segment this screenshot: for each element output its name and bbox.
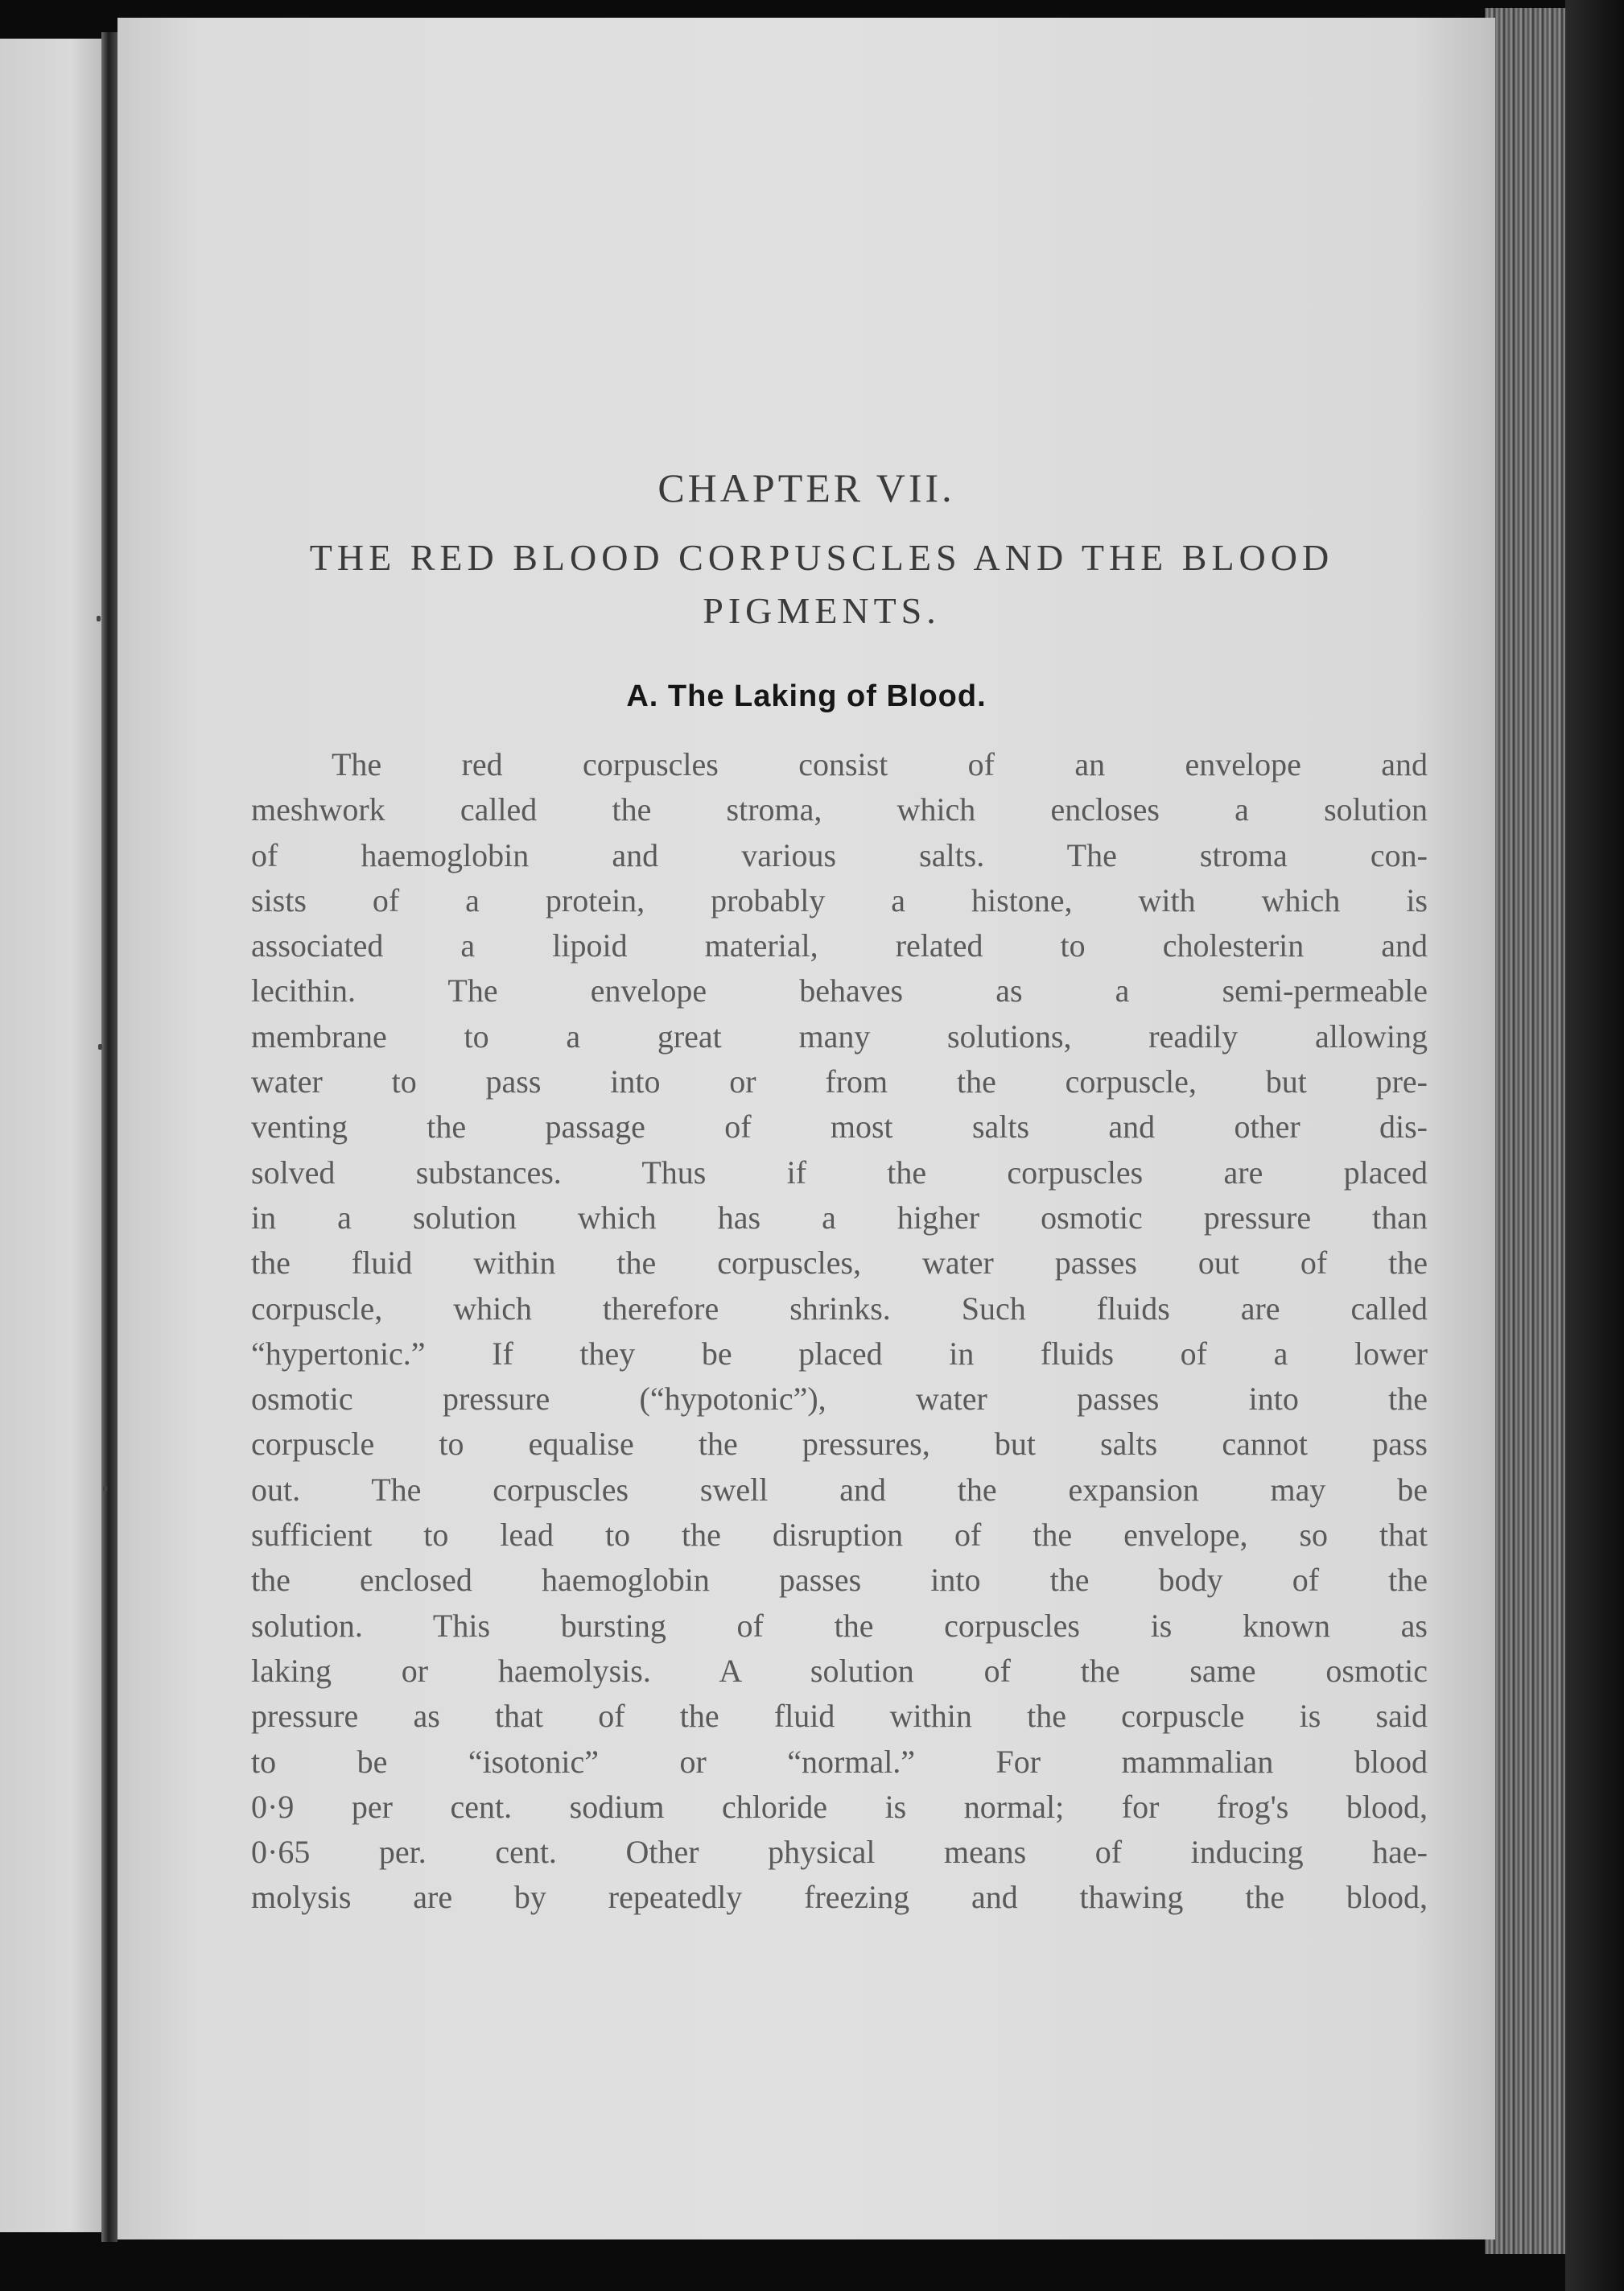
section-heading: A. The Laking of Blood. xyxy=(626,679,987,713)
margin-speck xyxy=(103,1486,107,1492)
body-text xyxy=(251,742,1428,1921)
margin-speck xyxy=(97,616,101,621)
text-line: 0·65 per. cent. Other physical means of inducing hae- xyxy=(251,1834,1428,1871)
text-line: membrane to a great many solutions, readily allowing xyxy=(251,1018,1428,1055)
text-line: The red corpuscles consist of an envelope and xyxy=(332,746,1428,782)
book-page xyxy=(117,18,1495,2239)
text-line: the enclosed haemoglobin passes into the body of the xyxy=(251,1562,1428,1599)
text-line: to be “isotonic” or “normal.” For mammalian blood xyxy=(251,1743,1428,1780)
book-cover-edge xyxy=(1565,0,1624,2291)
text-line: corpuscle to equalise the pressures, but salts cannot pass xyxy=(251,1426,1428,1463)
text-line: associated a lipoid material, related to cholesterin and xyxy=(251,927,1428,964)
text-line: solved substances. Thus if the corpuscles are placed xyxy=(251,1154,1428,1191)
margin-speck xyxy=(98,1044,102,1050)
chapter-label: CHAPTER VII. xyxy=(657,465,955,510)
text-line: of haemoglobin and various salts. The stroma con- xyxy=(251,836,1428,873)
text-line: in a solution which has a higher osmotic pressure than xyxy=(251,1199,1428,1236)
text-line: 0·9 per cent. sodium chloride is normal; for frog's blood, xyxy=(251,1788,1428,1825)
text-line: solution. This bursting of the corpuscles is known as xyxy=(251,1607,1428,1644)
text-line: lecithin. The envelope behaves as a semi-permeable xyxy=(251,972,1428,1009)
chapter-title: THE RED BLOOD CORPUSCLES AND THE BLOOD PIGMENTS. xyxy=(309,537,1334,631)
text-line: sists of a protein, probably a histone, with which is xyxy=(251,881,1428,918)
text-line: venting the passage of most salts and other dis- xyxy=(251,1108,1428,1146)
text-line: the fluid within the corpuscles, water passes out of the xyxy=(251,1245,1428,1282)
text-line: corpuscle, which therefore shrinks. Such fluids are called xyxy=(251,1290,1428,1327)
book-gutter xyxy=(101,32,117,2242)
text-line: “hypertonic.” If they be placed in fluids of a lower xyxy=(251,1335,1428,1372)
facing-page xyxy=(0,39,101,2232)
text-line: laking or haemolysis. A solution of the same osmotic xyxy=(251,1652,1428,1689)
text-line: pressure as that of the fluid within the corpuscle is said xyxy=(251,1698,1428,1735)
text-line: osmotic pressure (“hypotonic”), water passes into the xyxy=(251,1381,1428,1418)
text-line: meshwork called the stroma, which encloses a solution xyxy=(251,791,1428,828)
text-line: sufficient to lead to the disruption of the envelope, so that xyxy=(251,1517,1428,1554)
text-line: molysis are by repeatedly freezing and thawing the blood, xyxy=(251,1879,1428,1916)
text-line: out. The corpuscles swell and the expansion may be xyxy=(251,1471,1428,1508)
text-line: water to pass into or from the corpuscle, but pre- xyxy=(251,1063,1428,1100)
